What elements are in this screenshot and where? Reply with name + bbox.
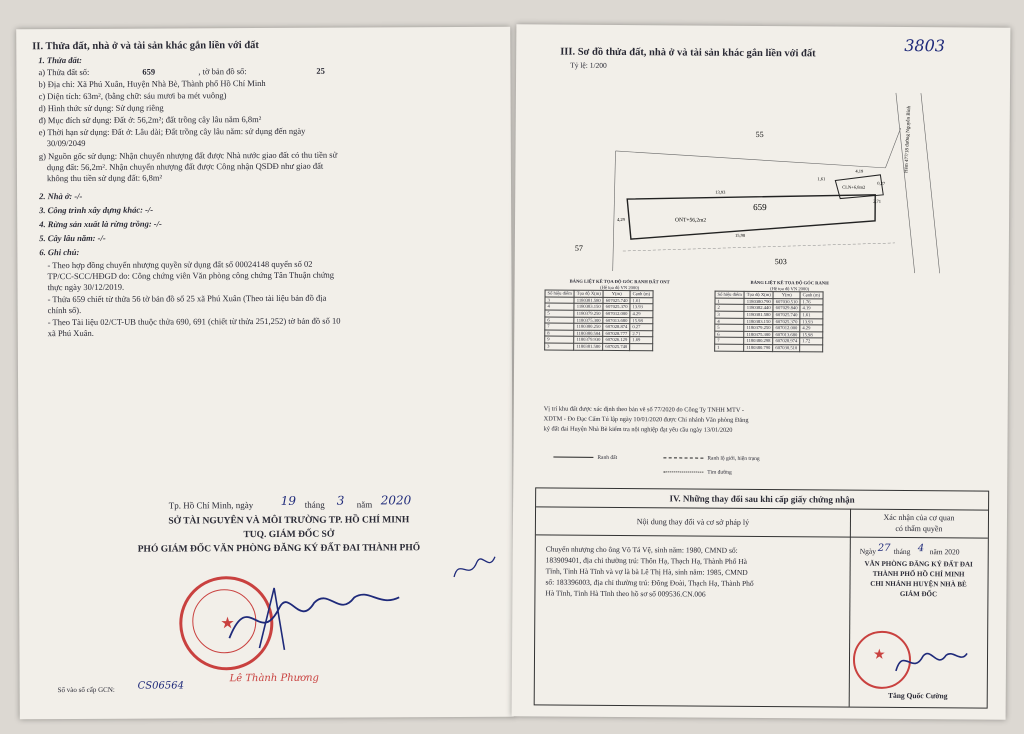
table-cell: 3: [545, 297, 574, 304]
table-cell: 1.72: [800, 338, 823, 345]
house-item: 2. Nhà ở: -/-: [39, 190, 83, 202]
th-y: Y(m): [773, 292, 800, 299]
table-cell: 1180380.504: [574, 330, 603, 337]
th-x: Tọa độ X(m): [744, 292, 773, 299]
authority-line-3: PHÓ GIÁM ĐỐC VĂN PHÒNG ĐĂNG KÝ ĐẤT ĐAI THÀNH PHỐ: [137, 543, 421, 555]
confirm-org: VĂN PHÒNG ĐĂNG KÝ ĐẤT ĐAI: [864, 559, 973, 569]
origin-line-3: không thu tiền sử dụng đất: 6,8m²: [46, 172, 163, 184]
change-line: 183909401, địa chỉ thường trú: Thôn Hạ, Thạch Hạ, Thành Phố Hà: [545, 555, 748, 566]
map-number: 25: [316, 65, 325, 76]
legend-10y-line: [663, 457, 703, 458]
table-cell: 6: [545, 317, 574, 324]
table-cell: 5: [715, 324, 744, 331]
table-cell: 607028.777: [603, 330, 630, 337]
signature-icon: [219, 567, 409, 658]
table-cell: 2.71: [630, 330, 653, 337]
table1-title: BẢNG LIỆT KÊ TỌA ĐỘ GÓC RANH ĐẤT ONT: [569, 278, 670, 285]
table-cell: 607025.740: [773, 312, 800, 319]
branch-stamp-icon: ★: [853, 631, 911, 689]
table-cell: 1180375.300: [744, 331, 773, 338]
table2-subtitle: (Hệ tọa độ VN 2000): [770, 285, 810, 291]
certificate-right-page: [512, 24, 1011, 719]
table-cell: 1.76: [800, 299, 823, 306]
table-cell: 607028.874: [603, 324, 630, 331]
parcel-659-label: 659: [753, 201, 767, 213]
change-line: Hà Tĩnh, Tỉnh Hà Tĩnh theo hồ sơ số 009536.CN.006: [545, 588, 706, 599]
table-cell: 1: [715, 344, 744, 351]
table-cell: 1180383.150: [744, 318, 773, 325]
note-line: - Theo Tài liệu 02/CT-UB thuộc thửa 690, 691 (chiết từ thửa 251,252) tờ bản đồ số 10: [47, 315, 341, 328]
table2-title: BẢNG LIỆT KÊ TỌA ĐỘ GÓC RANH: [750, 279, 829, 286]
table-cell: 607025.740: [603, 343, 630, 350]
note-line: xã Phú Xuân.: [47, 327, 94, 339]
table-cell: 607029.840: [773, 305, 800, 312]
table-cell: 0.27: [630, 324, 653, 331]
issue-year: 2020: [380, 493, 412, 508]
table-cell: 607013.680: [603, 317, 630, 324]
table-cell: 607012.000: [773, 325, 800, 332]
table-cell: 607030.510: [773, 345, 800, 352]
note-line: chính số).: [47, 304, 82, 316]
table-cell: 1180380.790: [744, 344, 773, 351]
survey-note: ký đất đai Huyện Nhà Bè kiểm tra nội nghiệp đạt yêu cầu ngày 13/01/2020: [543, 425, 733, 434]
cln-area-label: CLN+6,8m2: [842, 184, 866, 190]
divider: [849, 509, 851, 707]
table-cell: 4.19: [800, 305, 823, 312]
table-cell: 1180381.580: [574, 297, 603, 304]
section-iii-title: III. Sơ đồ thửa đất, nhà ở và tài sản khác gắn liền với đất: [560, 46, 816, 60]
th-y: Y(m): [603, 291, 630, 298]
note-line: thực ngày 30/12/2019.: [47, 281, 125, 293]
table-cell: 15.98: [800, 332, 823, 339]
dimension-bottom: 15,98: [734, 232, 746, 238]
map-scale: Tỷ lệ: 1/200: [570, 60, 607, 70]
th-point: Số hiệu điểm: [715, 291, 744, 298]
change-line: số: 183396003, địa chỉ thường trú: Đông Đoài, Thạch Hạ, Thành Phố: [545, 577, 754, 588]
table-cell: 4: [545, 303, 574, 310]
construction-item: 3. Công trình xây dựng khác: -/-: [39, 204, 154, 216]
section-ii-title: II. Thửa đất, nhà ở và tài sản khác gắn liền với đất: [32, 40, 259, 53]
table-cell: 607025.370: [773, 318, 800, 325]
table-cell: 607012.000: [603, 310, 630, 317]
notes-header: 6. Ghi chú:: [39, 246, 80, 258]
table-cell: 1180380.250: [574, 323, 603, 330]
table-cell: 607030.510: [773, 298, 800, 305]
table-cell: [630, 344, 653, 351]
issue-month-label: tháng: [304, 499, 325, 510]
table-cell: 607013.680: [773, 331, 800, 338]
confirm-org: THÀNH PHỐ HỒ CHÍ MINH: [872, 569, 965, 579]
parcel-503-label: 503: [774, 257, 787, 267]
col1-header: Nội dung thay đổi và cơ sở pháp lý: [636, 517, 750, 527]
table1-subtitle: (Hệ tọa độ VN 2000): [600, 284, 640, 290]
confirm-month-label: tháng: [893, 546, 911, 557]
issue-date-prefix: Tp. Hồ Chí Minh, ngày: [168, 500, 254, 511]
usage-term-date: 30/09/2049: [46, 137, 86, 149]
table-cell: 8: [545, 330, 574, 337]
signer-name: Lê Thành Phương: [229, 672, 319, 685]
note-line: TP/CC-SCC/HĐGD do: Công chứng viên Văn phòng công chứng Tân Thuận chứng: [47, 269, 335, 282]
origin-line-2: dụng đất: 56,2m². Nhận chuyển nhượng đất được Công nhận QSDĐ như giao đất: [46, 160, 324, 173]
table-cell: 1180382.440: [744, 305, 773, 312]
changes-title: IV. Những thay đổi sau khi cấp giấy chứng nhận: [669, 493, 855, 505]
parcel-number: 659: [142, 66, 156, 77]
table-cell: 1180379.250: [744, 325, 773, 332]
divider: [536, 506, 988, 510]
divider: [536, 534, 988, 538]
table-cell: 9: [545, 336, 574, 343]
parcel-57-label: 57: [574, 243, 583, 253]
legend-road-line: [663, 471, 703, 472]
confirm-year: năm 2020: [929, 547, 960, 557]
table-cell: 7: [545, 323, 574, 330]
handwritten-number: 3803: [904, 35, 946, 56]
address: b) Địa chỉ: Xã Phú Xuân, Huyện Nhà Bè, Thành phố Hồ Chí Minh: [38, 77, 266, 90]
th-edge: Cạnh (m): [630, 291, 653, 298]
legend-boundary-label: Ranh đất: [597, 454, 618, 461]
confirm-org: CHI NHÁNH HUYỆN NHÀ BÈ: [870, 579, 967, 589]
confirm-signer: Tăng Quốc Cường: [887, 690, 948, 701]
survey-note: XDTM - Đo Đạc Cẩm Tú lập ngày 10/01/2020 được Chi nhánh Văn phòng Đăng: [543, 415, 749, 424]
forest-item: 4. Rừng sản xuất là rừng trồng: -/-: [39, 218, 162, 230]
table-cell: 1.61: [630, 297, 653, 304]
table-cell: 15.98: [630, 317, 653, 324]
table-row: [715, 344, 823, 351]
register-label: Số vào sổ cấp GCN:: [57, 685, 115, 695]
table-cell: 5: [545, 310, 574, 317]
table-cell: 1180381.580: [744, 311, 773, 318]
th-point: Số hiệu điểm: [545, 290, 574, 297]
confirm-signature-icon: [891, 641, 971, 682]
survey-note: Vị trí khu đất được xác định theo bản vẽ số 77/2020 do Công Ty TNHH MTV -: [543, 405, 745, 414]
issue-month: 3: [336, 493, 345, 508]
register-number: CS06564: [137, 680, 184, 692]
th-x: Tọa độ X(m): [574, 290, 603, 297]
table-cell: 1180375.300: [574, 317, 603, 324]
usage-form: d) Hình thức sử dụng: Sử dụng riêng: [38, 102, 164, 114]
confirm-date-prefix: Ngày: [859, 546, 877, 556]
table-cell: 607025.740: [603, 297, 630, 304]
legend-road-label: Tim đường: [707, 469, 732, 476]
table-cell: 3: [715, 311, 744, 318]
origin-line-1: g) Nguồn gốc sử dụng: Nhận chuyển nhượng đất được Nhà nước giao đất có thu tiền sử: [38, 149, 338, 162]
authority-line-1: SỞ TÀI NGUYÊN VÀ MÔI TRƯỜNG TP. HỒ CHÍ MINH: [168, 515, 410, 527]
table-cell: 4.29: [630, 311, 653, 318]
dimension-right-1: 1,61: [817, 176, 826, 182]
dimension-right-3: 0,27: [877, 180, 886, 186]
dimension-left: 4,29: [617, 216, 625, 223]
ont-coordinate-table: [544, 278, 694, 351]
change-line: Tĩnh, Tỉnh Hà Tĩnh và vợ là bà Lê Thị Hà, sinh năm: 1985, CMND: [545, 566, 748, 577]
table-cell: 4.29: [800, 325, 823, 332]
table-cell: 1: [715, 298, 744, 305]
perennial-item: 5. Cây lâu năm: -/-: [39, 232, 106, 244]
dimension-top: 13,93: [715, 189, 726, 195]
table-cell: 3: [545, 343, 574, 350]
confirm-month: 4: [917, 543, 925, 555]
table-cell: 13.93: [800, 318, 823, 325]
table-cell: 607026.129: [603, 337, 630, 344]
usage-purpose: đ) Mục đích sử dụng: Đất ở: 56,2m²; đất trồng cây lâu năm 6,8m²: [38, 114, 262, 126]
certificate-left-page: [16, 27, 514, 720]
table-row: [545, 343, 653, 350]
legend-boundary-line: [553, 457, 593, 458]
table-cell: 607025.370: [603, 304, 630, 311]
dimension-right-2: 4,19: [855, 168, 864, 174]
authority-line-2: TUQ. GIÁM ĐỐC SỞ: [243, 529, 335, 541]
table-cell: 1180383.150: [574, 304, 603, 311]
col2-header: có thẩm quyền: [895, 523, 943, 534]
table-cell: 1.61: [800, 312, 823, 319]
usage-term: e) Thời hạn sử dụng: Đất ở: Lâu dài; Đất trồng cây lâu năm: sử dụng đến ngày: [38, 125, 306, 138]
land-header: 1. Thửa đất:: [38, 54, 82, 66]
table-cell: 1180379.930: [574, 337, 603, 344]
issue-day: 19: [280, 493, 296, 508]
note-line: - Thửa 659 chiết từ thửa 56 tờ bản đồ số 25 xã Phú Xuân (Theo tài liệu bản đồ địa: [47, 292, 327, 305]
dimension-right-4: 2,71: [873, 198, 882, 204]
table-cell: [800, 345, 823, 352]
issue-year-label: năm: [356, 499, 373, 510]
table-cell: 7: [715, 338, 744, 345]
table-cell: 607028.974: [773, 338, 800, 345]
table-cell: 6: [715, 331, 744, 338]
table-cell: 1180380.298: [744, 338, 773, 345]
map-label: , tờ bản đồ số:: [198, 66, 247, 77]
table-cell: 1180381.580: [574, 343, 603, 350]
table-cell: 1180379.250: [574, 310, 603, 317]
initial-signature-icon: [449, 547, 499, 587]
table-cell: 13.93: [630, 304, 653, 311]
table-cell: 1.69: [630, 337, 653, 344]
confirm-day: 27: [877, 542, 891, 554]
parcel-55-label: 55: [755, 129, 764, 140]
boundary-coordinate-table: [714, 280, 864, 353]
table-cell: 1180380.790: [744, 298, 773, 305]
changes-table: [534, 487, 990, 708]
table-cell: 2: [715, 305, 744, 312]
parcel-label: a) Thửa đất số:: [38, 66, 90, 78]
area: c) Diện tích: 63m², (bằng chữ: sáu mươi ba mét vuông): [38, 90, 227, 102]
table-cell: 4: [715, 318, 744, 325]
change-line: Chuyển nhượng cho ông Võ Tá Vệ, sinh năm: 1980, CMND số:: [545, 544, 738, 555]
ont-area-label: ONT+56,2m2: [675, 217, 707, 224]
th-edge: Cạnh (m): [800, 292, 823, 299]
note-line: - Theo hợp đồng chuyển nhượng quyền sử dụng đất số 00024148 quyển số 02: [47, 258, 313, 271]
legend-10y-label: Ranh lộ giới, hiện trạng: [707, 455, 760, 462]
parcel-map-diagram: [555, 71, 997, 294]
col2-header: Xác nhận của cơ quan: [883, 512, 955, 523]
confirm-org: GIÁM ĐỐC: [899, 589, 938, 599]
road-label: Hẻm 477/18 đường Nguyễn Bình: [904, 105, 913, 174]
official-stamp-icon: ★: [179, 576, 273, 670]
